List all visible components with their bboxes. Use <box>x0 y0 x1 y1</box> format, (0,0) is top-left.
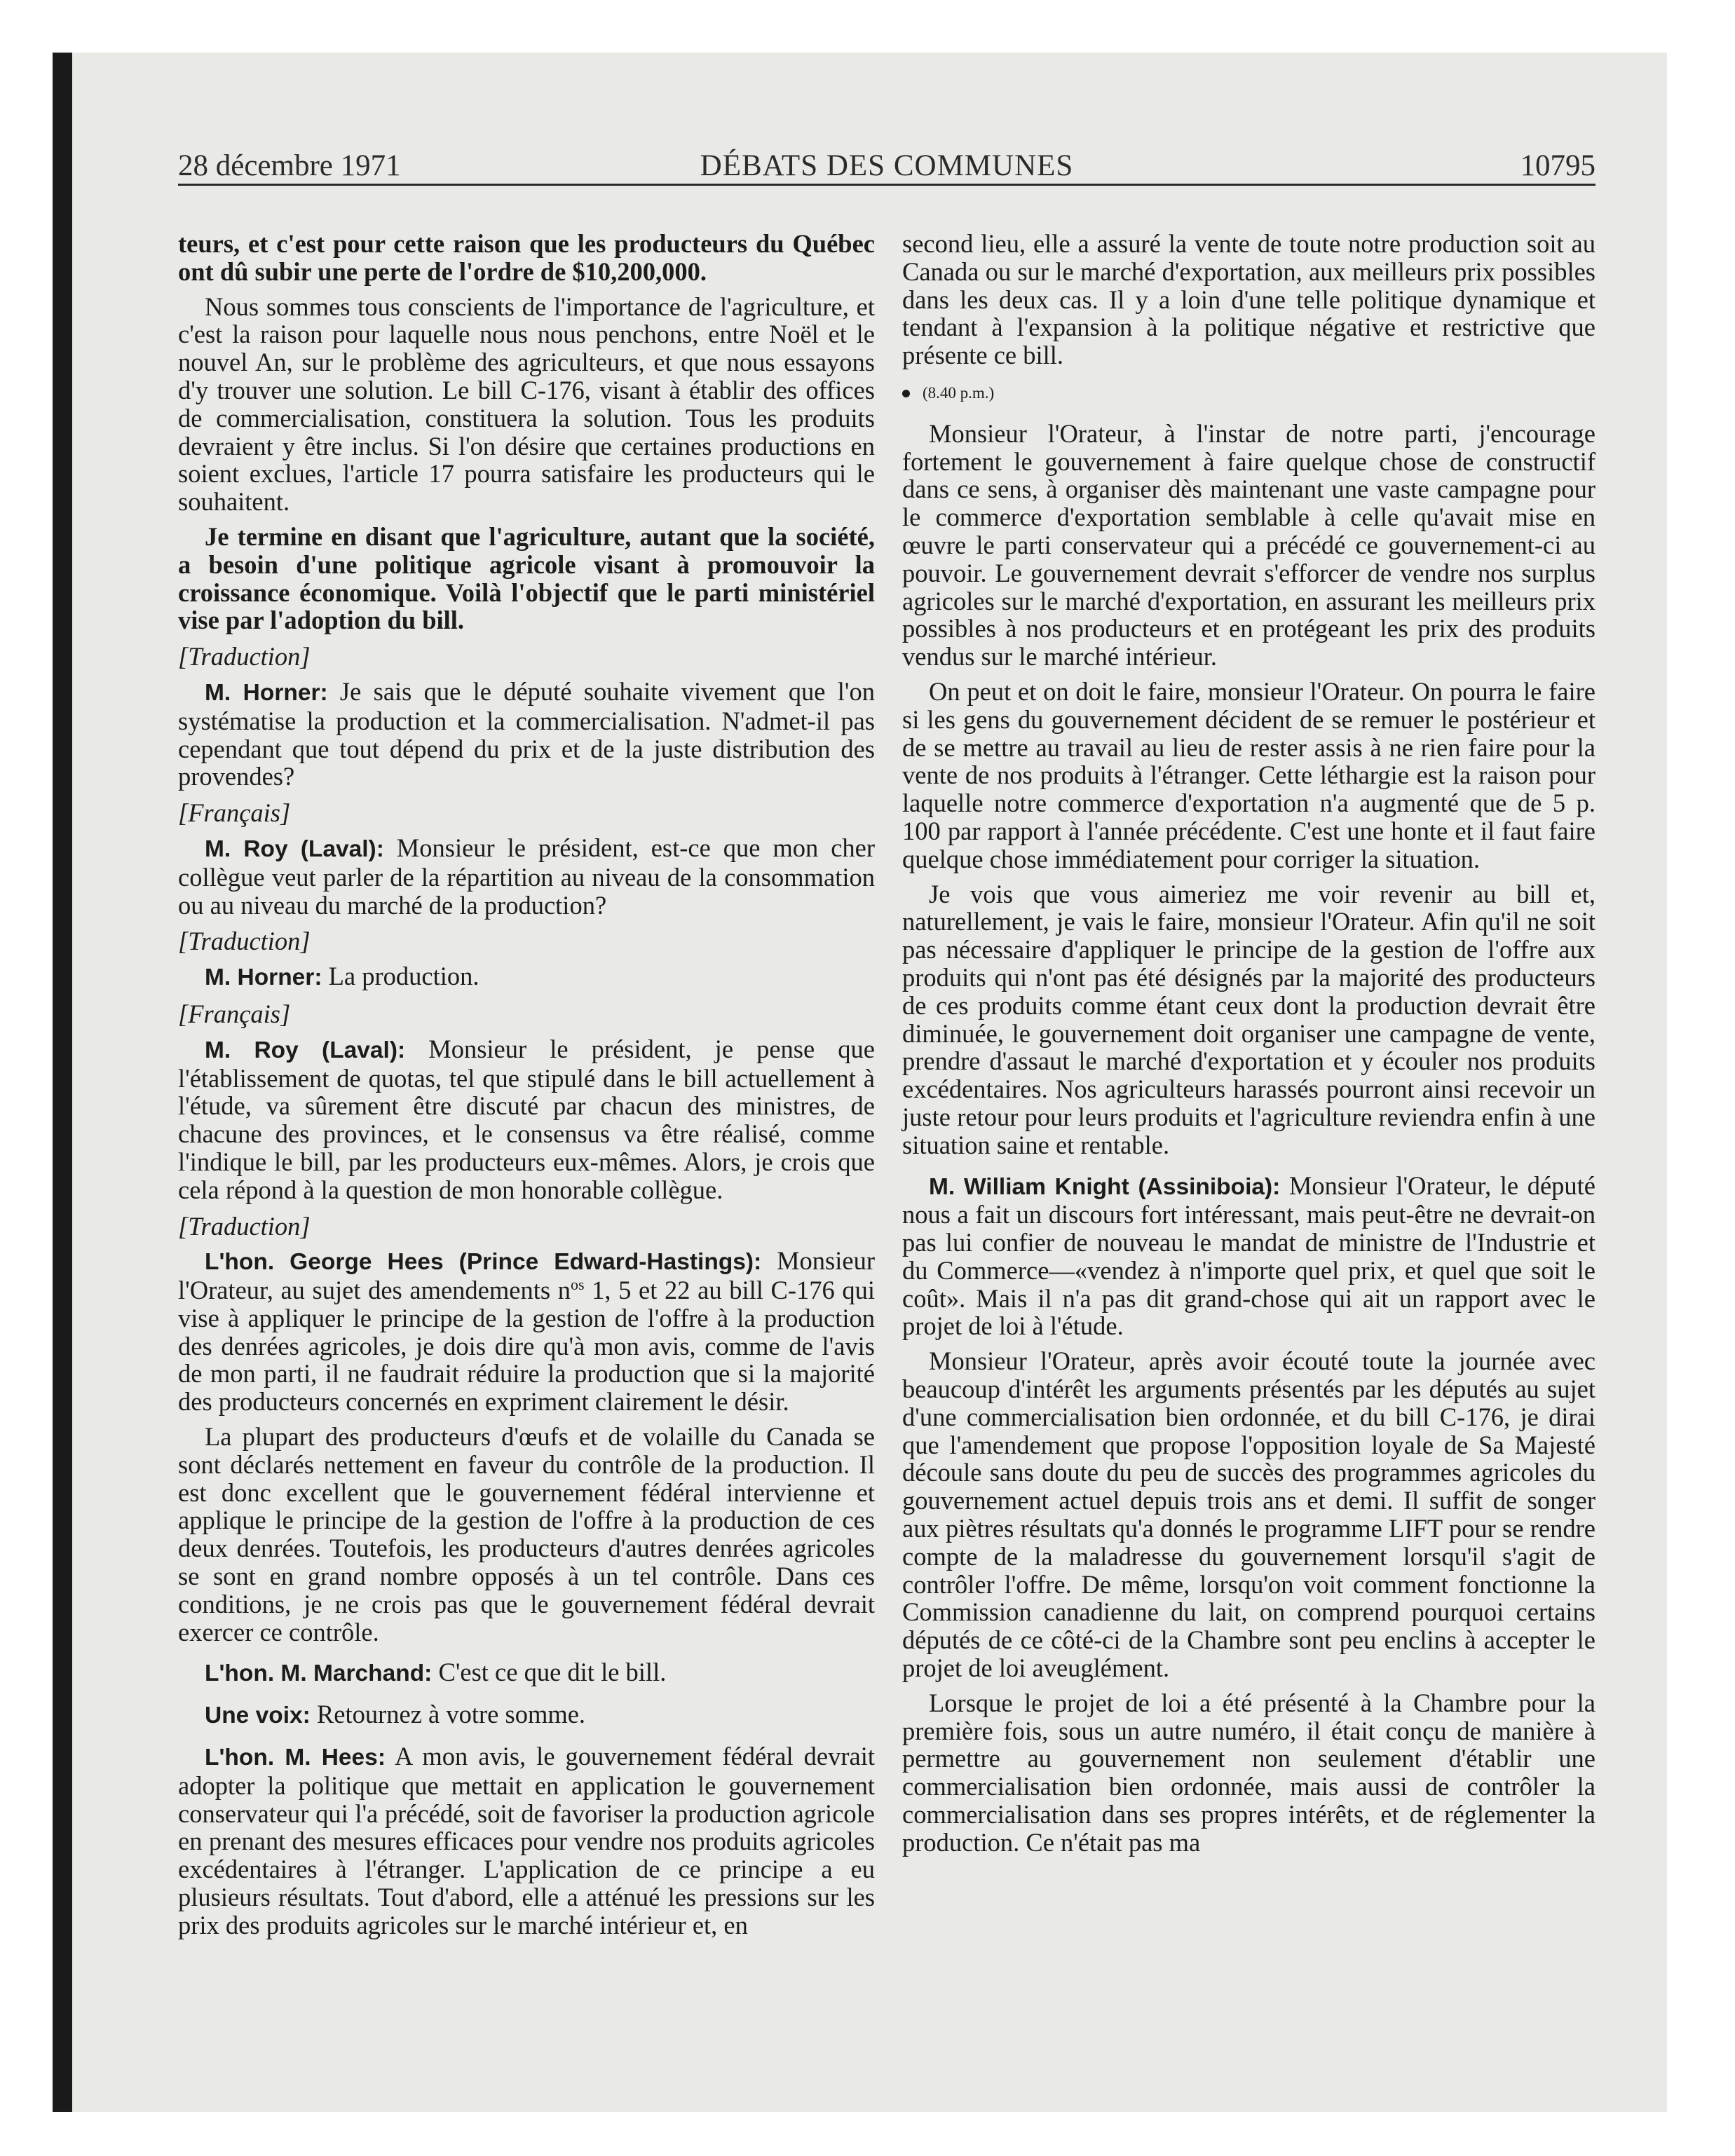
speaker-name: M. Horner: <box>205 679 328 706</box>
header-page-number: 10795 <box>1520 149 1595 182</box>
speech-text: Je sais que le député souhaite vivement que l'on systématise la production et la commercialisation. N'admet-il pas cependant que tout dépend du prix et de la juste distribution des provendes? <box>178 676 875 791</box>
language-tag: [Traduction] <box>178 642 311 671</box>
timestamp <box>902 379 1595 407</box>
left-column <box>178 230 875 1946</box>
header-title: DÉBATS DES COMMUNES <box>700 149 1074 182</box>
language-tag: [Traduction] <box>178 927 311 956</box>
superscript: os <box>570 1275 585 1293</box>
language-tag: [Traduction] <box>178 1211 311 1241</box>
paragraph: Je termine en disant que l'agriculture, autant que la société, a besoin d'une politique agricole visant à promouvoir la croissance économique. Voilà l'objectif que le parti ministériel vise par l'adoption du bill. <box>178 521 875 635</box>
paragraph: Lorsque le projet de loi a été présenté à la Chambre pour la première fois, sous un autre numéro, il était conçu de manière à permettre au gouvernement non seulement d'établir une commercialisation bien ordonnée, mais aussi de contrôler la commercialisation dans ses propres intérêts, et de réglementer la production. Ce n'était pas ma <box>902 1688 1595 1857</box>
speech-text: Monsieur le président, est-ce que mon cher collègue veut parler de la répartition au niveau de la consommation ou au niveau du marché de la production? <box>178 833 875 920</box>
language-tag: [Français] <box>178 999 291 1028</box>
speech <box>178 1035 875 1204</box>
paragraph: La plupart des producteurs d'œufs et de volaille du Canada se sont déclarés nettement en faveur du contrôle de la production. Il est donc excellent que le gouvernement fédéral intervienne et applique le principe de la gestion de l'offre à la production de ces deux denrées. Toutefois, les producteurs d'autres denrées agricoles se sont en grand nombre opposés à un tel contrôle. Dans ces conditions, je ne crois pas que le gouvernement fédéral devrait exercer ce contrôle. <box>178 1422 875 1646</box>
speaker-name: L'hon. M. Hees: <box>205 1745 386 1771</box>
speech-text: Monsieur le président, je pense que l'établissement de quotas, tel que stipulé dans le bill actuellement à l'étude, va sûrement être discuté par chacun des ministres, de chacune des provinces, et le consensus va être réalisé, comme l'indique le bill, par les producteurs eux-mêmes. Alors, je crois que cela répond à la question de mon honorable collègue. <box>178 1034 875 1204</box>
speech <box>178 1742 875 1939</box>
running-header <box>178 144 1595 186</box>
paragraph: Je vois que vous aimeriez me voir revenir au bill et, naturellement, je vais le faire, monsieur l'Orateur. Afin qu'il ne soit pas nécessaire d'appliquer le principe de la gestion de l'offre aux produits qui n'ont pas été désignés par la majorité des producteurs de ces produits comme étant ceux dont la production devrait être diminuée, le gouvernement doit organiser une campagne de vente, prendre d'assaut le marché d'exportation et y écouler nos produits excédentaires. Nos agriculteurs harassés pourront ainsi recevoir un juste retour pour leurs produits et l'agriculture reviendra enfin à une situation saine et rentable. <box>902 879 1595 1159</box>
speech <box>178 1700 875 1730</box>
speech <box>178 1658 875 1688</box>
speaker-name: L'hon. George Hees (Prince Edward-Hastings): <box>205 1249 762 1276</box>
speech-text: 1, 5 et 22 au bill C-176 qui vise à appliquer le principe de la gestion de l'offre à la production des denrées agricoles, je dois dire qu'à mon avis, comme de l'avis de mon parti, il ne faudrait réduire la production que si la majorité des producteurs concernés en expriment clairement le désir. <box>178 1276 876 1417</box>
speech-text: Monsieur l'Orateur, le député nous a fait un discours fort intéressant, mais peut-être ne devrait-on pas lui confier de nouveau le mandat de ministre de l'Industrie et du Commerce—«vendez à n'importe quel prix, et quel que soit le coût». Mais il n'a pas dit grand-chose qui ait un rapport avec le projet de loi à l'étude. <box>902 1171 1595 1341</box>
speech <box>178 1247 875 1416</box>
paragraph: Monsieur l'Orateur, après avoir écouté toute la journée avec beaucoup d'intérêt les arguments présentés par les députés au sujet d'une commercialisation bien ordonnée, et du bill C-176, je dirai que l'amendement que propose l'opposition loyale de Sa Majesté découle sans doute du peu de succès des programmes agricoles du gouvernement actuel depuis trois ans et demi. Il suffit de songer aux piètres résultats qu'a donnés le programme LIFT pour se rendre compte de la maladresse du gouvernement lorsqu'il s'agit de contrôler l'offre. De même, lorsqu'on voit comment fonctionne la Commission canadienne du lait, on comprend pourquoi certains députés de ce côté-ci de la Chambre sont peu enclins à accepter le projet de loi aveuglément. <box>902 1346 1595 1683</box>
speaker-name: L'hon. M. Marchand: <box>205 1660 433 1687</box>
scan-binding-shadow <box>53 53 72 2112</box>
speech-text: A mon avis, le gouvernement fédéral devrait adopter la politique que mettait en application le gouvernement conservateur qui l'a précédé, soit de favoriser la production agricole en prenant des mesures efficaces pour vendre nos produits agricoles excédentaires à l'étranger. L'application de ce principe a eu plusieurs résultats. Tout d'abord, elle a atténué les pressions sur les prix des produits agricoles sur le marché intérieur et, en <box>178 1742 875 1939</box>
speech <box>178 834 875 919</box>
speech-text: C'est ce que dit le bill. <box>432 1658 667 1687</box>
speech <box>178 962 875 992</box>
speaker-name: M. Roy (Laval): <box>205 835 384 862</box>
bullet-icon <box>902 390 910 397</box>
paragraph: Nous sommes tous conscients de l'importance de l'agriculture, et c'est la raison pour laquelle nous nous penchons, entre Noël et le nouvel An, sur le problème des agriculteurs, et que nous essayons d'y trouver une solution. Le bill C-176, visant à établir des offices de commercialisation, constituera la solution. Tous les produits devraient y être inclus. Si l'on désire que certaines productions en soient exclues, l'article 17 pourra satisfaire les producteurs qui le souhaitent. <box>178 292 875 517</box>
speech-text: Monsieur l'Orateur, au sujet des amendements n <box>178 1246 876 1305</box>
speech-text: La production. <box>322 962 479 991</box>
speaker-name: Une voix: <box>205 1703 311 1729</box>
paragraph: On peut et on doit le faire, monsieur l'Orateur. On pourra le faire si les gens du gouvernement décident de se remuer le postérieur et de se mettre au travail au lieu de rester assis à ne rien faire pour la vente de nos produits à l'étranger. Cette léthargie est la raison pour laquelle notre commerce d'exportation n'a augmenté que de 5 p. 100 par rapport à l'année précédente. C'est une honte et il faut faire quelque chose immédiatement pour corriger la situation. <box>902 676 1595 873</box>
paragraph: Monsieur l'Orateur, à l'instar de notre parti, j'encourage fortement le gouvernement à faire quelque chose de constructif dans ce sens, à organiser dès maintenant une vaste campagne pour le commerce d'exportation semblable à celle qu'avait mise en œuvre le parti conservateur qui a précédé ce gouvernement-ci au pouvoir. Le gouvernement devrait s'efforcer de vendre nos surplus agricoles sur le marché d'exportation, en assurant les meilleurs prix possibles à nos producteurs et en protégeant les prix des produits vendus sur le marché intérieur. <box>902 418 1595 671</box>
speaker-name: M. William Knight (Assiniboia): <box>929 1173 1281 1200</box>
language-tag: [Français] <box>178 798 291 828</box>
header-date: 28 décembre 1971 <box>178 149 401 182</box>
speaker-name: M. Roy (Laval): <box>205 1037 406 1063</box>
timestamp-text: (8.40 p.m.) <box>923 383 995 402</box>
paragraph: second lieu, elle a assuré la vente de toute notre production soit au Canada ou sur le marché d'exportation, aux meilleurs prix possibles dans les deux cas. Il y a loin d'une telle politique dynamique et tendant à l'expansion à la politique négative et restrictive que présente ce bill. <box>902 229 1595 370</box>
scan-margin <box>0 0 53 2156</box>
speech <box>902 1172 1595 1341</box>
speech <box>178 678 875 791</box>
speaker-name: M. Horner: <box>205 964 322 991</box>
right-column <box>902 230 1595 1864</box>
paragraph: teurs, et c'est pour cette raison que les producteurs du Québec ont dû subir une perte de l'ordre de $10,200,000. <box>178 229 875 286</box>
speech-text: Retournez à votre somme. <box>310 1700 586 1729</box>
